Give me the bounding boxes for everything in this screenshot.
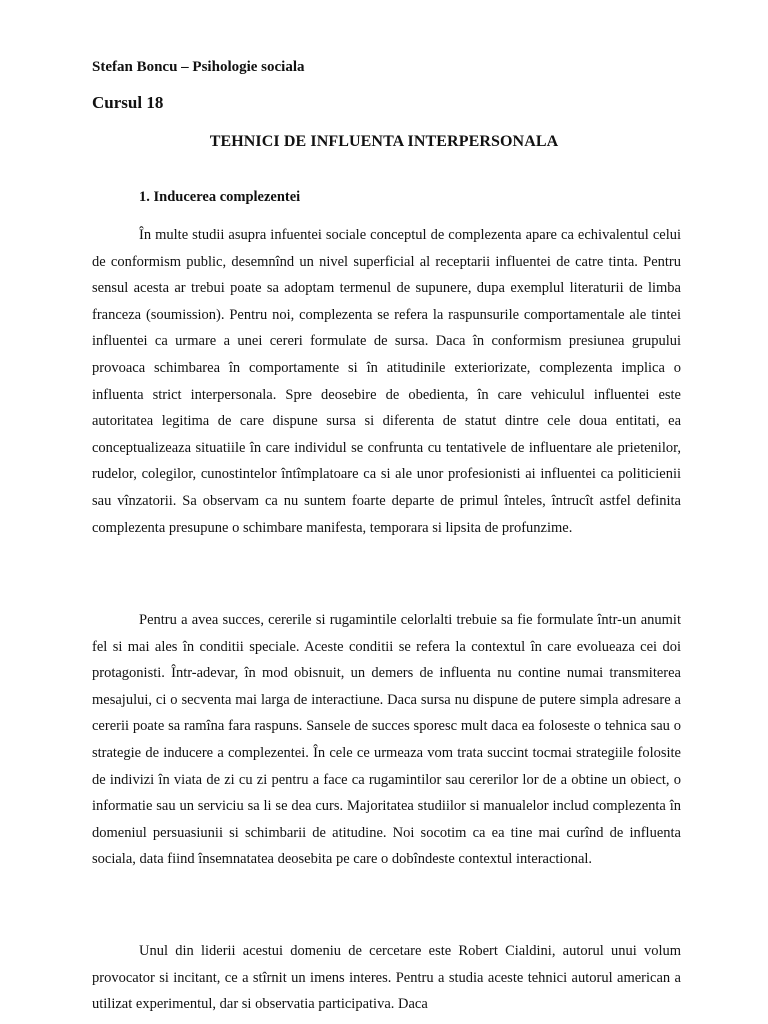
- paragraph-1: În multe studii asupra infuentei sociale conceptul de complezenta apare ca echivalentul celui de conformism public, desemnînd un nivel superficial al receptarii influentei de catre tinta. Pentru sensul acesta ar trebui poate sa adoptam termenul de supunere, dupa exemplul literaturii de limba franceza (soumission). Pentru noi, complezenta se refera la raspunsurile comportamentale ale tintei influentei ca urmare a unei cereri formulate de sursa. Daca în conformism presiunea grupului provoaca schimbarea în comportamente si în atitudinile exteriorizate, complezenta implica o influenta strict interpersonala. Spre deosebire de obedienta, în care vehiculul influentei este autoritatea legitima de care dispune sursa si diferenta de statut dintre cele doua entitati, ea conceptualizeaza situatiile în care individul se confrunta cu tentativele de influentare ale prietenilor, rudelor, colegilor, cunostintelor întîmplatoare ca si ale unor profesionisti ai influentei ca politicienii sau vînzatorii. Sa observam ca nu suntem foarte departe de primul înteles, întrucît astfel definita complezenta presupune o schimbare manifesta, temporara si lipsita de profunzime.: [92, 227, 681, 536]
- paragraph-3: Unul din liderii acestui domeniu de cercetare este Robert Cialdini, autorul unui volum provocator si incitant, ce a stîrnit un imens interes. Pentru a studia aceste tehnici autorul american a utilizat experimentul, dar si observatia participativa. Daca: [92, 943, 681, 1013]
- paragraph-2: Pentru a avea succes, cererile si rugamintile celorlalti trebuie sa fie formulate într-un anumit fel si mai ales în conditii speciale. Aceste conditii se refera la contextul în care evolueaza cei doi protagonisti. Într-adevar, în mod obisnuit, un demers de influenta nu contine numai transmiterea mesajului, ci o secventa mai larga de interactiune. Daca sursa nu dispune de putere simpla adresare a cererii poate sa ramîna fara raspuns. Sansele de succes sporesc mult daca ea foloseste o tehnica sau o strategie de inducere a complezentei. În cele ce urmeaza vom trata succint tocmai strategiile folosite de indivizi în viata de zi cu zi pentru a face ca rugamintilor sau cererilor lor de a obtine un obiect, o informatie sau un serviciu sa li se dea curs. Majoritatea studiilor si manualelor includ complezenta în domeniul persuasiunii si schimbarii de atitudine. Noi socotim ca ea tine mai curînd de influenta sociala, data fiind însemnatatea deosebita pe care o dobîndeste contextul interactional.: [92, 612, 681, 868]
- course-number: Cursul 18: [92, 93, 164, 112]
- author-course-header: Stefan Boncu – Psihologie sociala: [92, 59, 305, 75]
- document-title: TEHNICI DE INFLUENTA INTERPERSONALA: [209, 133, 559, 150]
- section-heading: 1. Inducerea complezentei: [139, 189, 301, 205]
